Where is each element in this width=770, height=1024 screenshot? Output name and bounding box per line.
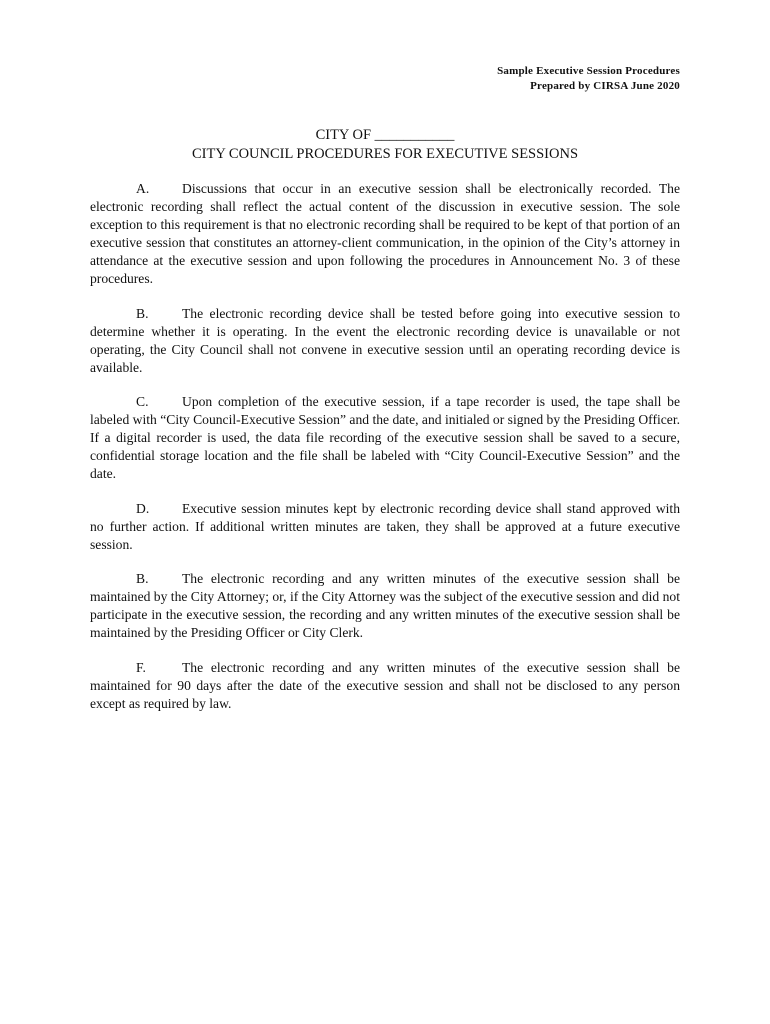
paragraph-text: Upon completion of the executive session, if a tape recorder is used, the tape shall be labeled with “City Council-Executive Session” and the date, and initialed or signed by the Presiding Officer. If a digital recorder is used, the data file recording of the executive session shall be saved to a secure, confidential storage location and the file shall be labeled with “City Council-Executive Session” and the date. xyxy=(90,394,680,481)
paragraph-c xyxy=(90,393,680,483)
paragraph-marker: F. xyxy=(136,659,146,675)
paragraph-marker: A. xyxy=(136,181,150,196)
paragraph-marker: C. xyxy=(136,394,149,409)
paragraph-f xyxy=(90,659,680,713)
paragraph-text: Executive session minutes kept by electronic recording device shall stand approved with no further action. If additional written minutes are taken, they shall be approved at a future executive session. xyxy=(90,500,680,552)
header-note-line-2: Prepared by CIRSA June 2020 xyxy=(530,80,680,92)
paragraph-text: The electronic recording device shall be tested before going into executive session to determine whether it is operating. In the event the electronic recording device is unavailable or not operating, the City Council shall not convene in executive session until an operating recording device is available. xyxy=(90,305,680,375)
header-note-line-1: Sample Executive Session Procedures xyxy=(497,65,680,77)
paragraph-marker: D. xyxy=(136,500,150,516)
document-body xyxy=(90,180,680,729)
city-title: CITY OF ___________ xyxy=(315,127,455,143)
paragraph-marker: B. xyxy=(136,571,149,586)
paragraph-text: The electronic recording and any written minutes of the executive session shall be maintained for 90 days after the date of the executive session and shall not be disclosed to any person except as required by law. xyxy=(90,659,680,711)
paragraph-text: The electronic recording and any written minutes of the executive session shall be maintained by the City Attorney; or, if the City Attorney was the subject of the executive session and did not participate in the executive session, the recording and any written minutes of the executive session shall be maintained by the Presiding Officer or City Clerk. xyxy=(90,571,680,640)
procedures-title: CITY COUNCIL PROCEDURES FOR EXECUTIVE SESSIONS xyxy=(191,146,579,162)
header-note xyxy=(497,64,680,94)
paragraph-text: Discussions that occur in an executive session shall be electronically recorded. The electronic recording shall reflect the actual content of the discussion in executive session. The sole exception to this requirement is that no electronic recording shall be required to be kept of that portion of an executive session that constitutes an attorney-client communication, in the opinion of the City’s attorney in attendance at the executive session and upon following the procedures in Announcement No. 3 of these procedures. xyxy=(90,181,680,286)
paragraph-b xyxy=(90,305,680,377)
paragraph-d xyxy=(90,500,680,554)
paragraph-a xyxy=(90,180,680,288)
document-title-block xyxy=(0,126,770,164)
paragraph-marker: B. xyxy=(136,305,149,321)
paragraph-e xyxy=(90,570,680,642)
